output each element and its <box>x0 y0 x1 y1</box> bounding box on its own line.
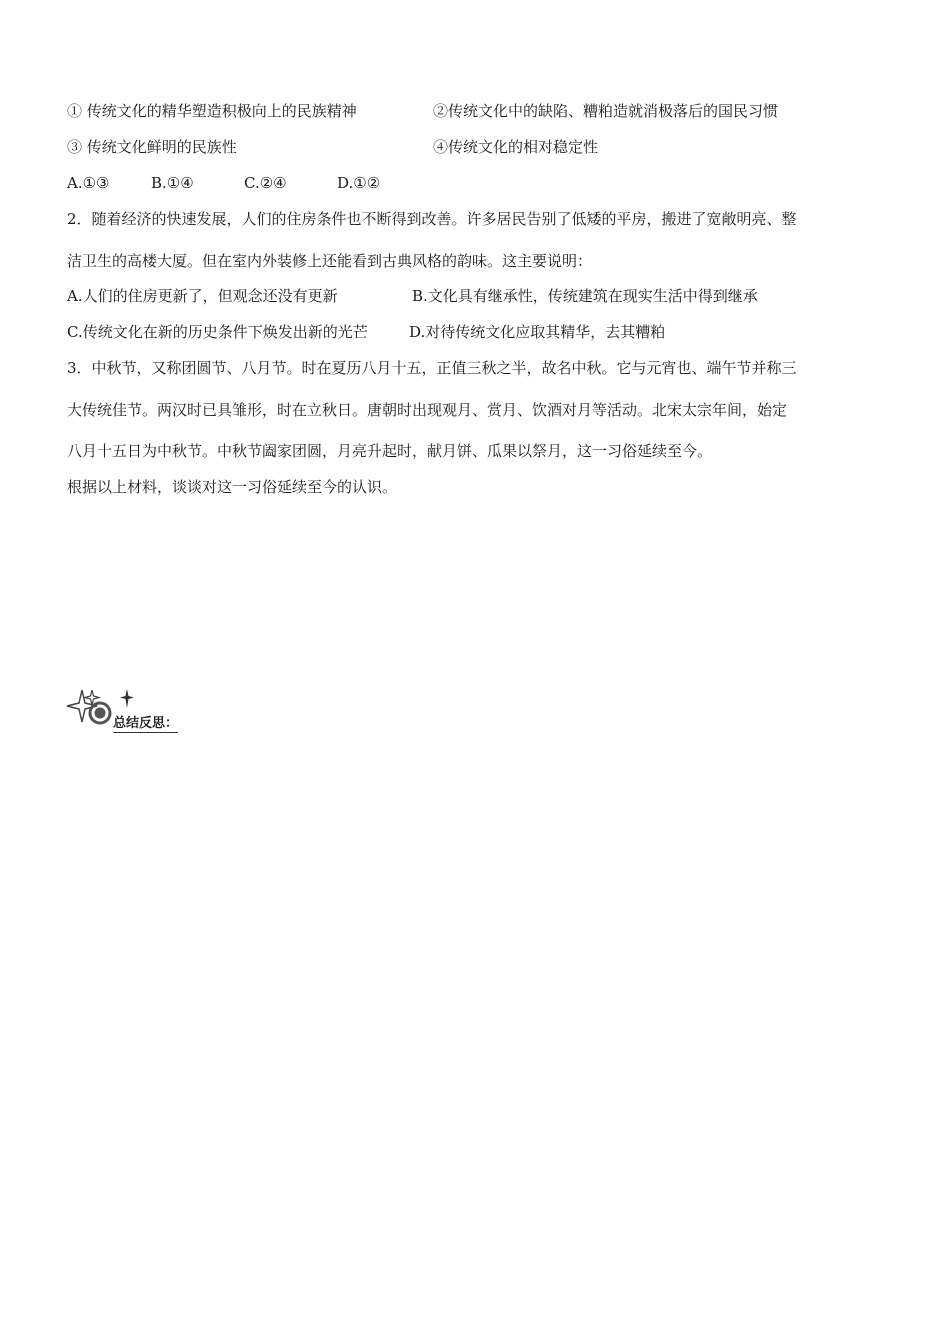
q1-options <box>67 173 380 193</box>
q3-stem-line-3: 八月十五日为中秋节。中秋节阖家团圆，月亮升起时，献月饼、瓜果以祭月，这一习俗延续至今。 <box>67 442 713 460</box>
q2-stem-line-2: 洁卫生的高楼大厦。但在室内外装修上还能看到古典风格的韵味。这主要说明： <box>67 252 593 270</box>
q3-question: 根据以上材料，谈谈对这一习俗延续至今的认识。 <box>67 478 398 496</box>
q1-option-d: D.①② <box>337 174 381 192</box>
q1-statement-4: ④传统文化的相对稳定性 <box>433 138 599 156</box>
q1-option-c: C.②④ <box>244 174 287 192</box>
q2-option-a: A.人们的住房更新了，但观念还没有更新 <box>67 287 338 305</box>
q1-statement-3: ③ 传统文化鲜明的民族性 <box>67 138 237 156</box>
q2-stem-line-1: 2．随着经济的快速发展，人们的住房条件也不断得到改善。许多居民告别了低矮的平房，搬进了宽敞明亮、整 <box>67 210 797 228</box>
q2-option-d: D.对待传统文化应取其精华，去其糟粕 <box>409 323 666 341</box>
q1-statement-2: ②传统文化中的缺陷、糟粕造就消极落后的国民习惯 <box>433 102 779 120</box>
q1-statement-1: ① 传统文化的精华塑造积极向上的民族精神 <box>67 102 357 120</box>
summary-label: 总结反思： <box>113 712 178 733</box>
q3-stem-line-2: 大传统佳节。两汉时已具雏形，时在立秋日。唐朝时出现观月、赏月、饮酒对月等活动。北宋太宗年间，始定 <box>67 401 788 419</box>
q2-option-c: C.传统文化在新的历史条件下焕发出新的光芒 <box>67 323 368 341</box>
q1-option-b: B.①④ <box>151 174 194 192</box>
summary-block <box>66 688 179 732</box>
q1-option-a: A.①③ <box>67 174 110 192</box>
q3-stem-line-1: 3．中秋节，又称团圆节、八月节。时在夏历八月十五，正值三秋之半，故名中秋。它与元宵也、端午节并称三 <box>67 359 797 377</box>
q2-option-b: B.文化具有继承性，传统建筑在现实生活中得到继承 <box>412 287 758 305</box>
